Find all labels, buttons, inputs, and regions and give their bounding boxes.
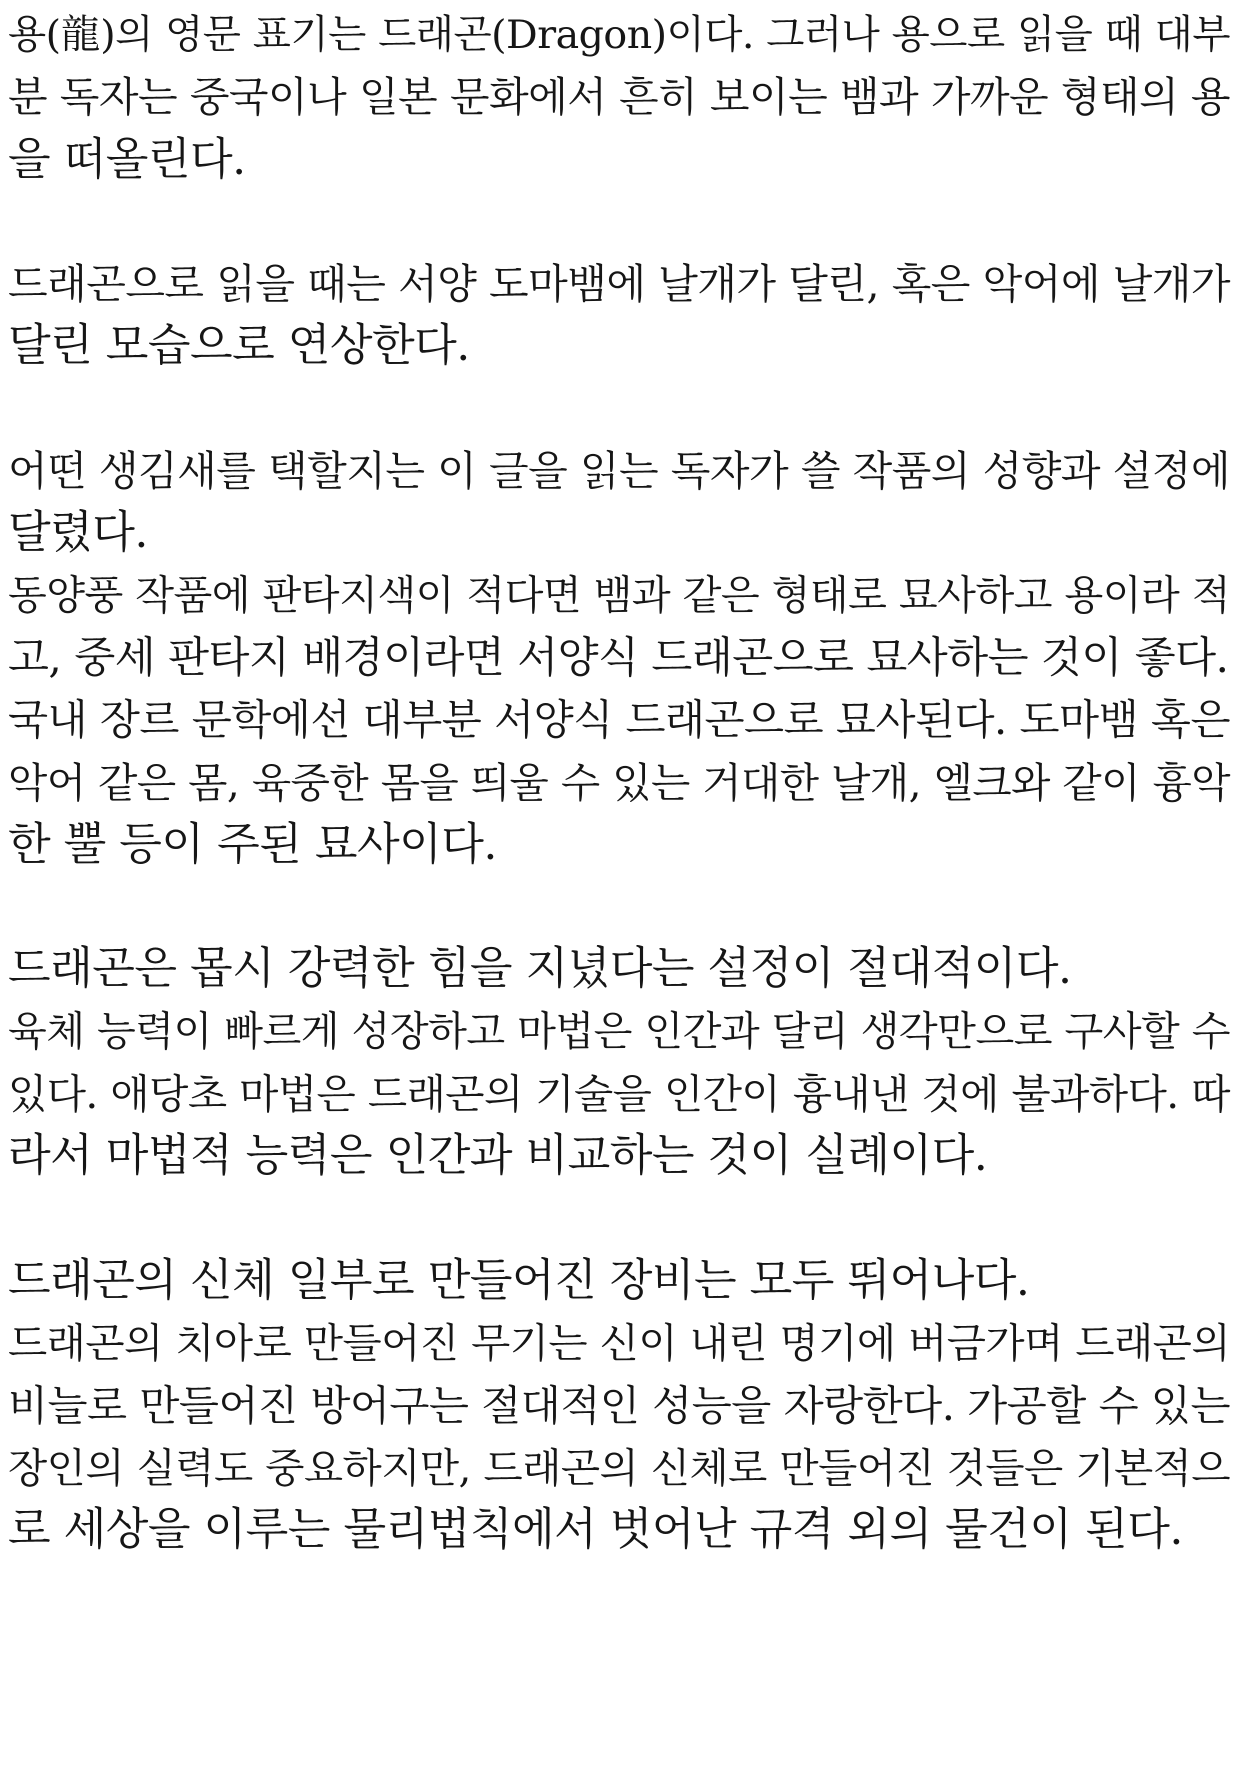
paragraph xyxy=(8,440,1240,876)
text-line: 라서 마법적 능력은 인간과 비교하는 것이 실례이다. xyxy=(8,1130,988,1182)
text-line: 달렸다. xyxy=(8,507,148,559)
document-body xyxy=(8,4,1240,1561)
text-line: 동양풍 작품에 판타지색이 적다면 뱀과 같은 형태로 묘사하고 용이라 적 xyxy=(8,572,1230,619)
paragraph-gap xyxy=(8,876,1240,938)
text-line: 을 떠올린다. xyxy=(8,133,246,185)
paragraph xyxy=(8,1250,1240,1561)
text-line: 고, 중세 판타지 배경이라면 서양식 드래곤으로 묘사하는 것이 좋다. xyxy=(8,632,1229,682)
text-line: 있다. 애당초 마법은 드래곤의 기술을 인간이 흉내낸 것에 불과하다. 따 xyxy=(8,1070,1230,1119)
paragraph-gap xyxy=(8,378,1240,440)
text-line: 육체 능력이 빠르게 성장하고 마법은 인간과 달리 생각만으로 구사할 수 xyxy=(8,1008,1230,1055)
text-line: 악어 같은 몸, 육중한 몸을 띄울 수 있는 거대한 날개, 엘크와 같이 흉악 xyxy=(8,758,1230,807)
text-line: 드래곤의 신체 일부로 만들어진 장비는 모두 뛰어나다. xyxy=(8,1254,1030,1306)
text-line: 로 세상을 이루는 물리법칙에서 벗어난 규격 외의 물건이 된다. xyxy=(8,1504,1183,1556)
paragraph xyxy=(8,938,1240,1187)
text-line: 국내 장르 문학에선 대부분 서양식 드래곤으로 묘사된다. 도마뱀 혹은 xyxy=(8,696,1230,745)
paragraph-gap xyxy=(8,191,1240,253)
paragraph xyxy=(8,253,1240,378)
text-line: 달린 모습으로 연상한다. xyxy=(8,320,470,372)
text-line: 장인의 실력도 중요하지만, 드래곤의 신체로 만들어진 것들은 기본적으 xyxy=(8,1443,1230,1492)
text-line: 드래곤의 치아로 만들어진 무기는 신이 내린 명기에 버금가며 드래곤의 xyxy=(8,1319,1230,1368)
text-line: 용(龍)의 영문 표기는 드래곤(Dragon)이다. 그러나 용으로 읽을 때 대부 xyxy=(8,12,1230,58)
text-line: 어떤 생김새를 택할지는 이 글을 읽는 독자가 쓸 작품의 성향과 설정에 xyxy=(8,447,1230,496)
text-line: 비늘로 만들어진 방어구는 절대적인 성능을 자랑한다. 가공할 수 있는 xyxy=(8,1381,1230,1430)
paragraph-gap xyxy=(8,1188,1240,1250)
paragraph xyxy=(8,4,1240,191)
text-line: 드래곤으로 읽을 때는 서양 도마뱀에 날개가 달린, 혹은 악어에 날개가 xyxy=(8,260,1230,309)
text-line: 드래곤은 몹시 강력한 힘을 지녔다는 설정이 절대적이다. xyxy=(8,943,1072,995)
text-line: 한 뿔 등이 주된 묘사이다. xyxy=(8,818,497,870)
text-line: 분 독자는 중국이나 일본 문화에서 흔히 보이는 뱀과 가까운 형태의 용 xyxy=(8,73,1230,122)
